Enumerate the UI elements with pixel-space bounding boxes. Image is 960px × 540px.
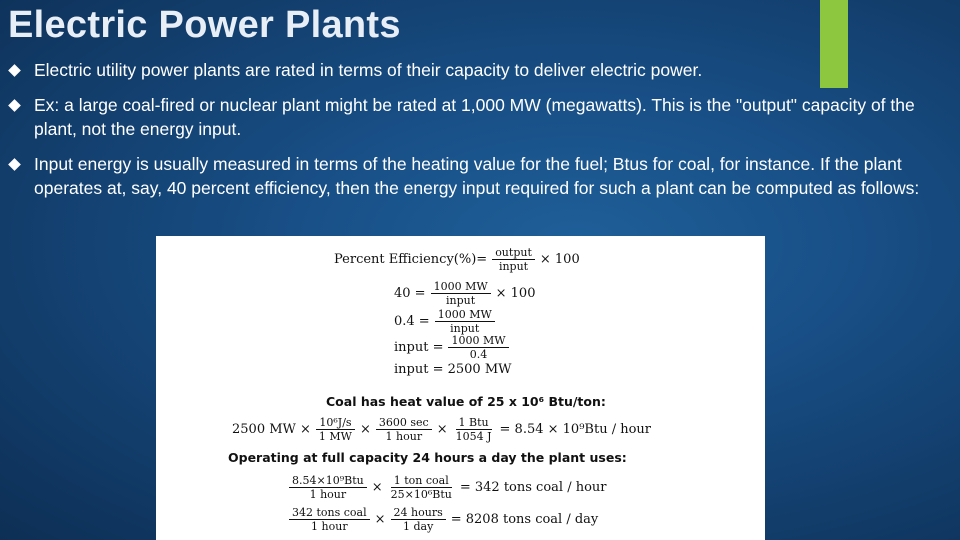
coal-heading: Coal has heat value of 25 x 10⁶ Btu/ton: xyxy=(326,394,606,409)
denominator: 0.4 xyxy=(469,348,488,361)
slide-title: Electric Power Plants xyxy=(8,4,401,46)
times-sign: × xyxy=(371,480,383,495)
bullet-item xyxy=(0,58,950,82)
energy-conversion-formula xyxy=(230,416,653,443)
numerator: 1000 MW xyxy=(431,280,491,294)
numerator: 1 Btu xyxy=(456,416,492,430)
denominator: 1 day xyxy=(402,520,434,533)
denominator: 25×10⁶Btu xyxy=(390,488,452,501)
bullet-text: Input energy is usually measured in terms of the heating value for the fuel; Btus for coal, for instance. If the plant operates at, say, 40 percent efficiency, then the energy input required for such a plant can be computed as follows: xyxy=(34,154,920,198)
denominator: input xyxy=(498,260,529,273)
formula-text: 2500 MW × xyxy=(232,422,311,437)
numerator: 1000 MW xyxy=(448,334,508,348)
numerator: 342 tons coal xyxy=(289,506,370,520)
denominator: input xyxy=(450,322,480,335)
numerator: 24 hours xyxy=(391,506,446,520)
bullet-list xyxy=(0,58,950,211)
fraction xyxy=(431,280,491,307)
diamond-bullet-icon xyxy=(8,99,21,112)
formula-image xyxy=(156,236,765,540)
fraction xyxy=(289,474,367,501)
times-sign: × xyxy=(360,422,371,437)
fraction xyxy=(435,308,495,335)
fraction xyxy=(289,506,370,533)
formula-text: Percent Efficiency(%)= xyxy=(334,252,488,267)
formula-text: = 342 tons coal / hour xyxy=(459,480,607,495)
daily-coal-formula xyxy=(286,506,600,533)
denominator: 1 hour xyxy=(311,520,348,533)
fraction xyxy=(316,416,355,443)
fraction xyxy=(376,416,432,443)
formula-result: input = 2500 MW xyxy=(394,362,512,377)
bullet-item xyxy=(0,93,950,141)
denominator: input xyxy=(446,294,476,307)
bullet-text: Ex: a large coal-fired or nuclear plant might be rated at 1,000 MW (megawatts). This is the "output" capacity of the plant, not the energy input. xyxy=(34,95,915,139)
formula-text: × 100 xyxy=(495,286,536,301)
denominator: 1 hour xyxy=(309,488,347,501)
formula-step-3 xyxy=(392,334,512,361)
numerator: 1 ton coal xyxy=(391,474,452,488)
formula-text: input = xyxy=(394,340,444,355)
formula-text: × 100 xyxy=(539,252,580,267)
formula-step-1 xyxy=(392,280,537,307)
times-sign: × xyxy=(374,512,386,527)
fraction xyxy=(492,246,535,273)
formula-text: = 8208 tons coal / day xyxy=(450,512,599,527)
numerator: 10⁶J/s xyxy=(316,416,354,430)
fraction xyxy=(448,334,508,361)
numerator: 8.54×10⁹Btu xyxy=(289,474,367,488)
fraction xyxy=(388,474,455,501)
formula-text: 40 = xyxy=(394,286,426,301)
diamond-bullet-icon xyxy=(8,64,21,77)
bullet-text: Electric utility power plants are rated in terms of their capacity to deliver electric power. xyxy=(34,60,703,80)
operating-heading: Operating at full capacity 24 hours a day the plant uses: xyxy=(228,450,627,465)
denominator: 1 MW xyxy=(318,430,352,443)
denominator: 1 hour xyxy=(385,430,423,443)
efficiency-formula xyxy=(332,246,582,273)
denominator: 1054 J xyxy=(455,430,492,443)
formula-text: 0.4 = xyxy=(394,314,430,329)
bullet-item xyxy=(0,152,950,200)
numerator: output xyxy=(492,246,535,260)
fraction xyxy=(453,416,495,443)
hourly-coal-formula xyxy=(286,474,609,501)
formula-step-2 xyxy=(392,308,498,335)
fraction xyxy=(391,506,446,533)
numerator: 1000 MW xyxy=(435,308,495,322)
formula-text: = 8.54 × 10⁹Btu / hour xyxy=(499,422,651,437)
numerator: 3600 sec xyxy=(376,416,432,430)
times-sign: × xyxy=(436,422,448,437)
diamond-bullet-icon xyxy=(8,158,21,171)
